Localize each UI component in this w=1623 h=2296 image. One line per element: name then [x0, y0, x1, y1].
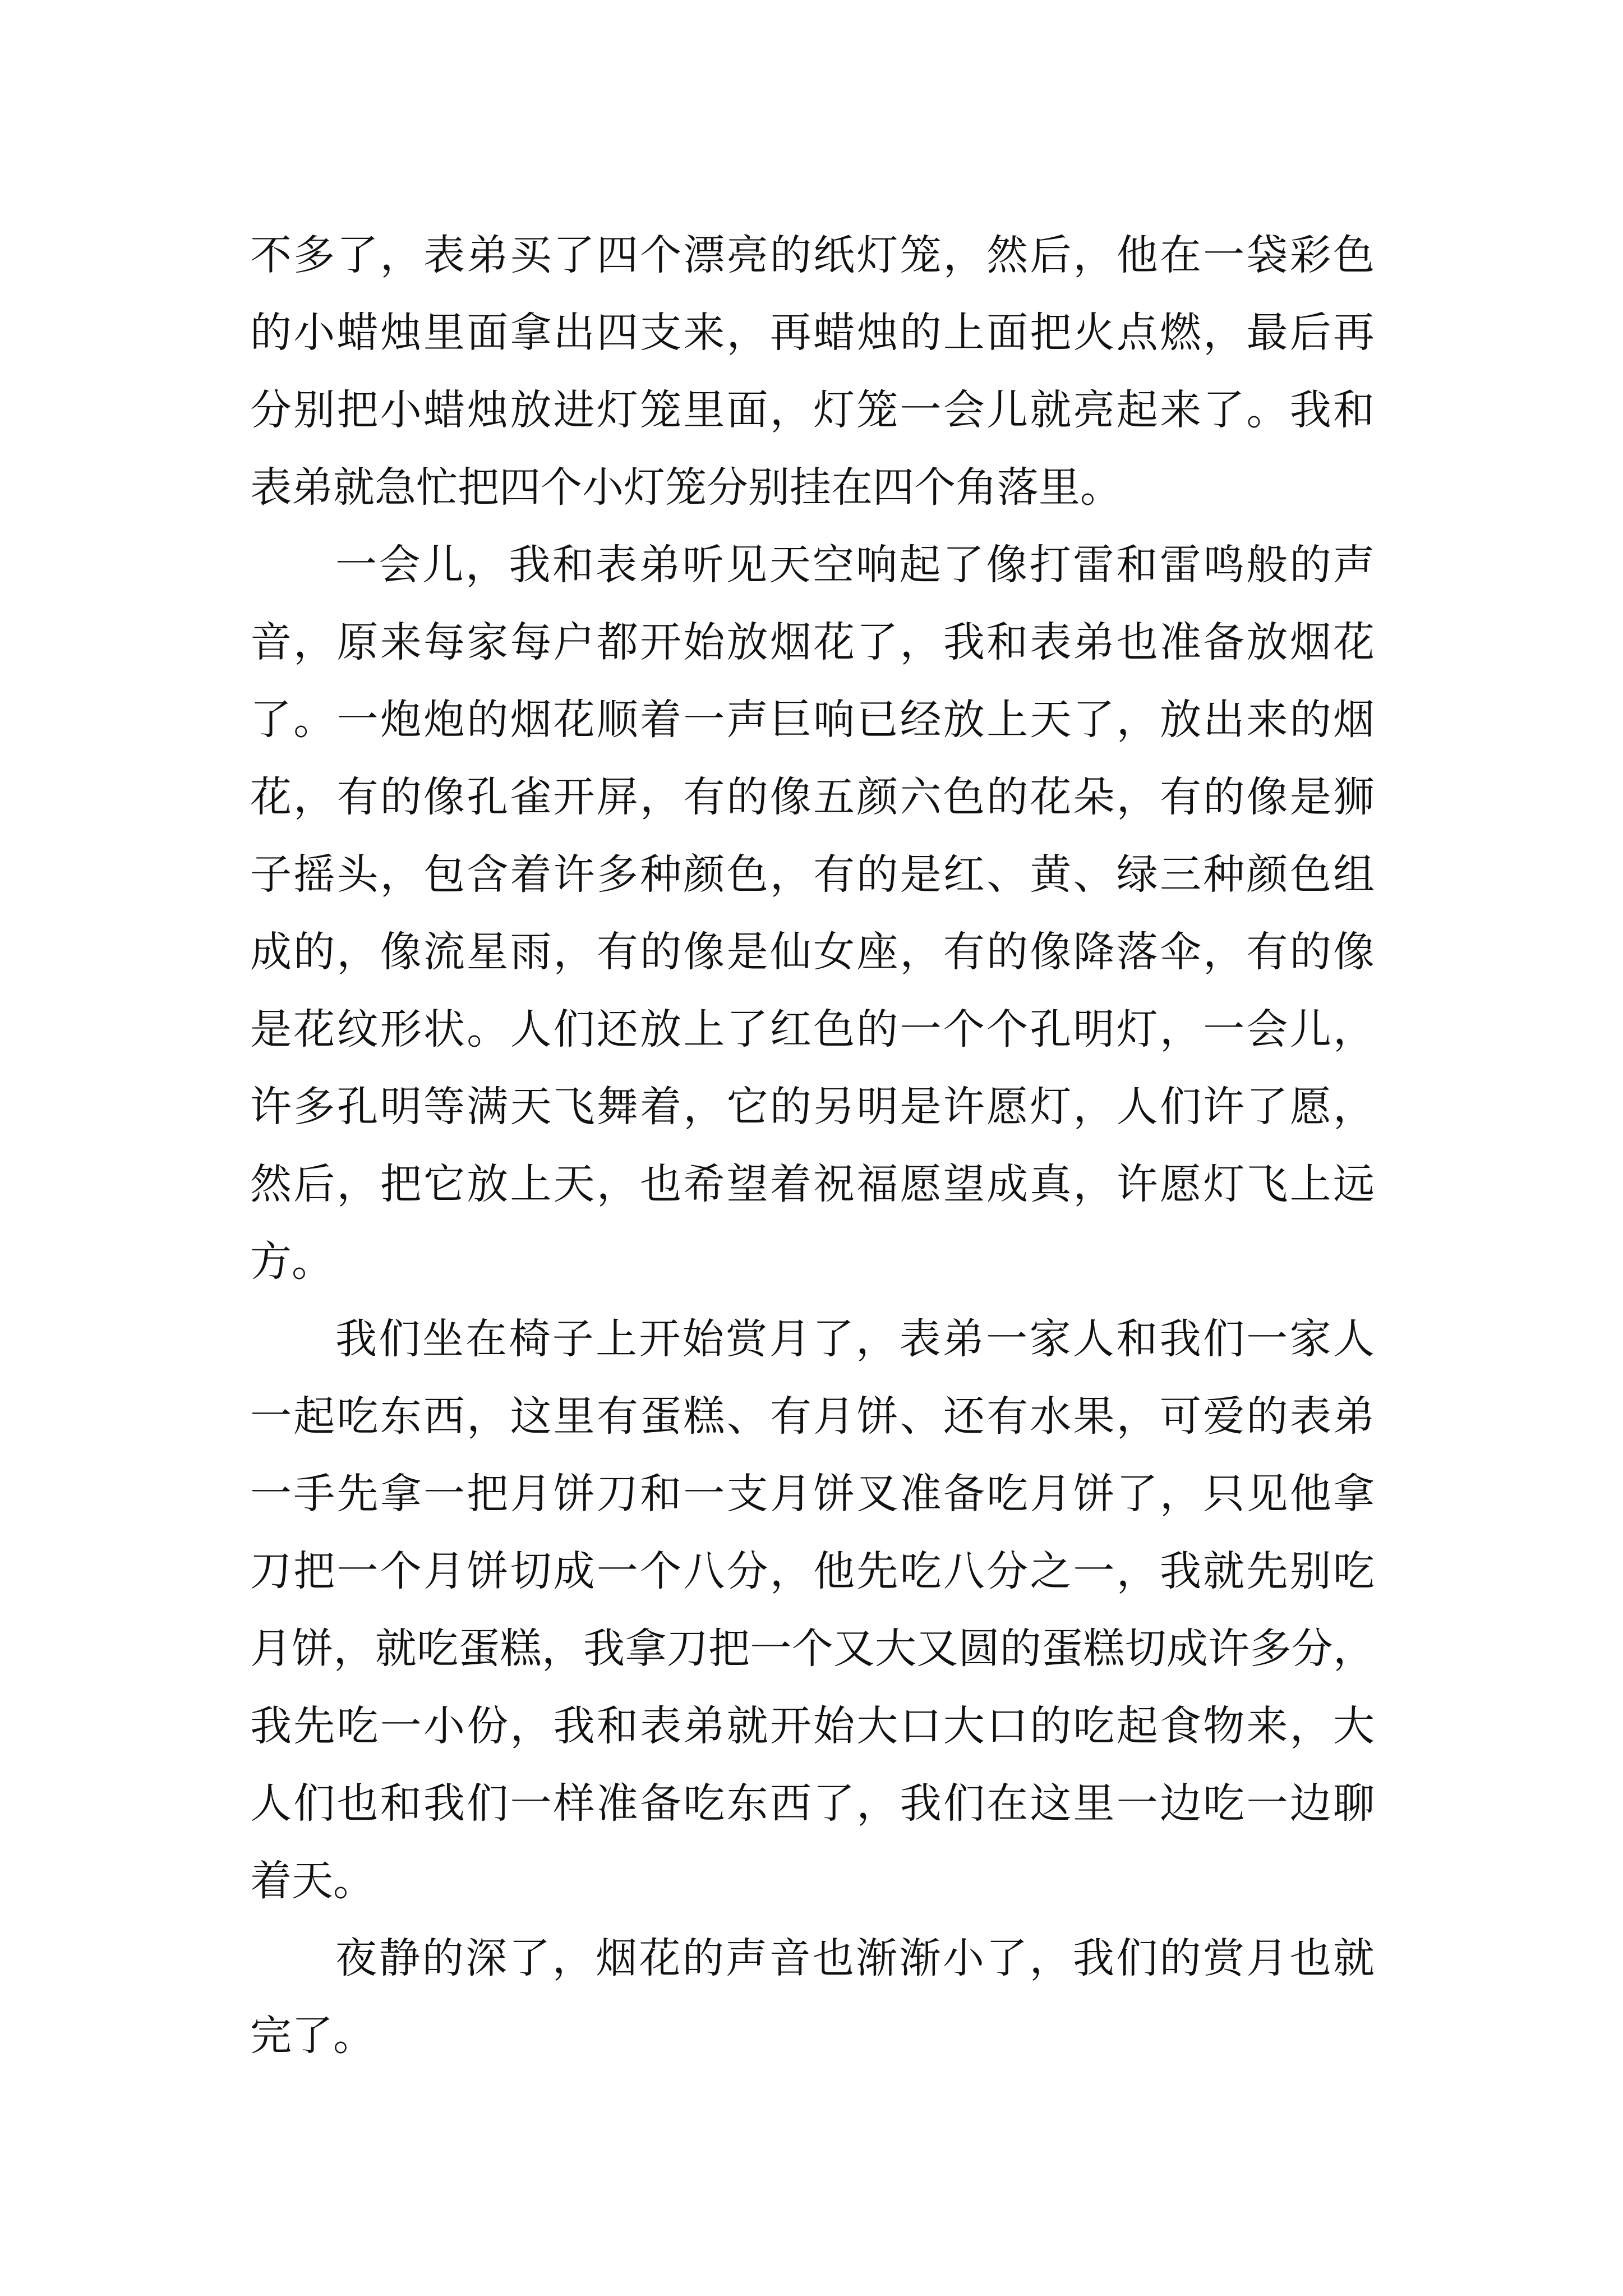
text-line: 音，原来每家每户都开始放烟花了，我和表弟也准备放烟花	[250, 618, 1375, 666]
text-line: 一会儿，我和表弟听见天空响起了像打雷和雷鸣般的声	[335, 541, 1375, 589]
text-line: 夜静的深了，烟花的声音也渐渐小了，我们的赏月也就	[335, 1934, 1375, 1982]
text-line: 刀把一个月饼切成一个八分，他先吃八分之一，我就先别吃	[250, 1547, 1375, 1595]
text-line: 完了。	[250, 2012, 375, 2060]
text-line: 不多了，表弟买了四个漂亮的纸灯笼，然后，他在一袋彩色	[250, 231, 1375, 279]
text-line: 子摇头，包含着许多种颜色，有的是红、黄、绿三种颜色组	[250, 850, 1375, 899]
text-line: 分别把小蜡烛放进灯笼里面，灯笼一会儿就亮起来了。我和	[250, 386, 1375, 434]
text-line: 然后，把它放上天，也希望着祝福愿望成真，许愿灯飞上远	[250, 1160, 1375, 1208]
text-line: 许多孔明等满天飞舞着，它的另明是许愿灯，人们许了愿，	[250, 1083, 1375, 1131]
paragraph	[250, 1300, 1375, 1920]
text-line: 方。	[250, 1237, 333, 1286]
text-line: 我们坐在椅子上开始赏月了，表弟一家人和我们一家人	[335, 1315, 1375, 1363]
paragraph	[250, 1920, 1375, 2074]
text-line: 着天。	[250, 1857, 375, 1905]
paragraph	[250, 526, 1375, 1300]
text-line: 一手先拿一把月饼刀和一支月饼叉准备吃月饼了，只见他拿	[250, 1470, 1375, 1518]
text-line: 表弟就急忙把四个小灯笼分别挂在四个角落里。	[250, 463, 1122, 512]
text-line: 的小蜡烛里面拿出四支来，再蜡烛的上面把火点燃，最后再	[250, 309, 1375, 357]
text-line: 成的，像流星雨，有的像是仙女座，有的像降落伞，有的像	[250, 928, 1375, 976]
paragraph	[250, 217, 1375, 526]
text-line: 我先吃一小份，我和表弟就开始大口大口的吃起食物来，大	[250, 1702, 1375, 1750]
text-line: 人们也和我们一样准备吃东西了，我们在这里一边吃一边聊	[250, 1779, 1375, 1828]
text-line: 是花纹形状。人们还放上了红色的一个个孔明灯，一会儿，	[250, 1005, 1375, 1053]
text-line: 一起吃东西，这里有蛋糕、有月饼、还有水果，可爱的表弟	[250, 1392, 1375, 1441]
text-line: 了。一炮炮的烟花顺着一声巨响已经放上天了，放出来的烟	[250, 696, 1375, 744]
text-line: 月饼，就吃蛋糕，我拿刀把一个又大又圆的蛋糕切成许多分，	[250, 1625, 1375, 1673]
text-line: 花，有的像孔雀开屏，有的像五颜六色的花朵，有的像是狮	[250, 773, 1375, 821]
body-text	[250, 217, 1375, 2074]
